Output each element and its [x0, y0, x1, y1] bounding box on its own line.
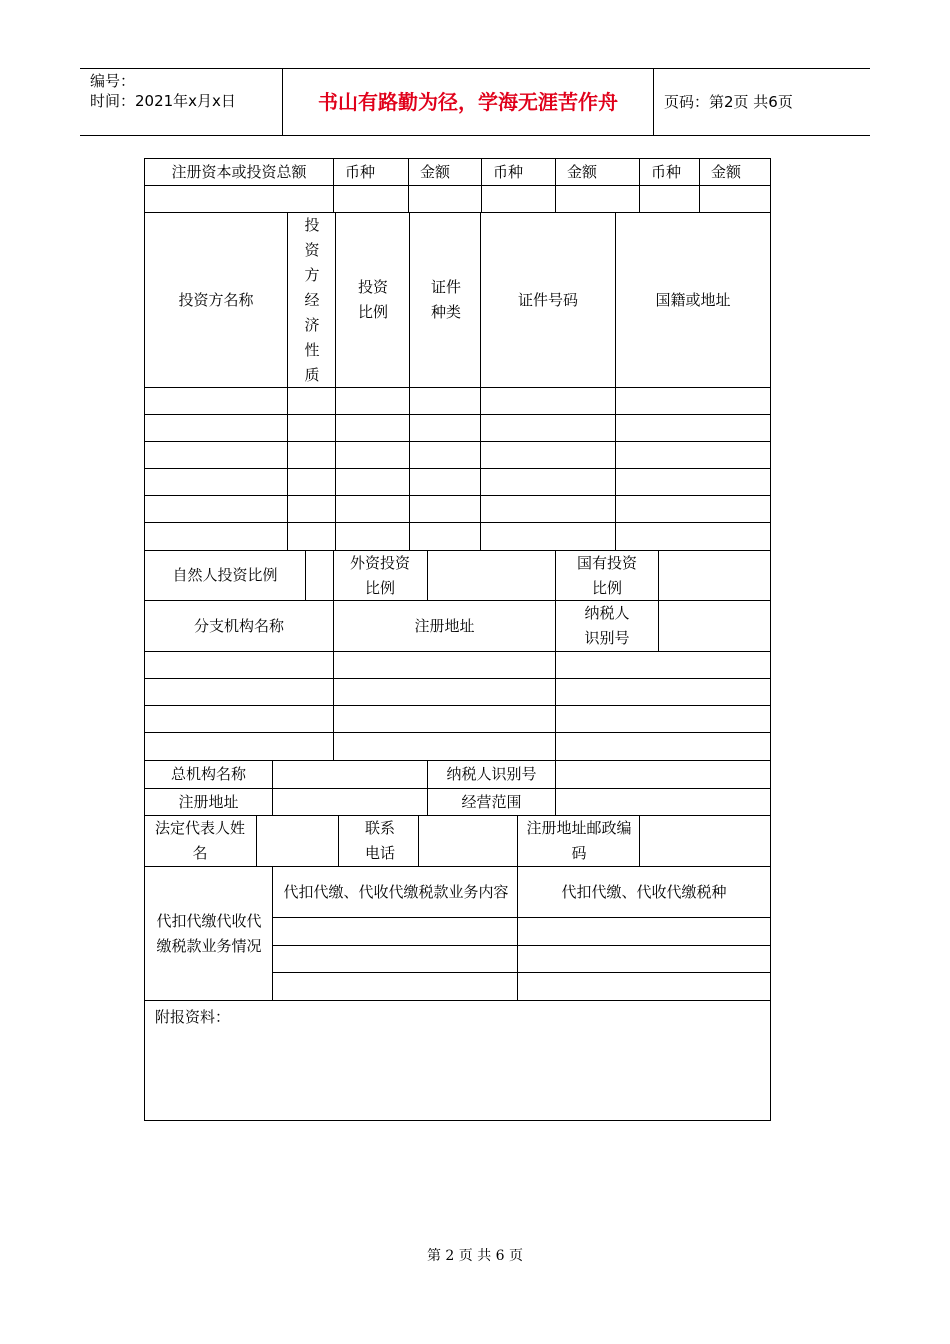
investment-ratio-header: 投资比例	[357, 278, 388, 321]
grid-line	[272, 917, 771, 918]
grid-line	[555, 550, 556, 600]
withholding-situation-label: 代扣代缴代收代缴税款业务情况	[156, 911, 262, 955]
grid-line	[333, 550, 334, 600]
id-number-header: 证件号码	[517, 290, 578, 309]
grid-line	[427, 550, 428, 600]
withholding-tax-type-header: 代扣代缴、代收代缴税种	[561, 882, 727, 901]
grid-line	[555, 760, 556, 815]
grid-line	[144, 732, 771, 733]
grid-line	[658, 550, 659, 600]
branch-name-header: 分支机构名称	[193, 616, 284, 635]
attachments-field[interactable]: 附报资料：	[155, 1008, 231, 1026]
reg-postcode-label: 注册地址邮政编码	[526, 819, 632, 862]
grid-line	[144, 468, 771, 469]
grid-line	[144, 441, 771, 442]
document-time-label: 时间：2021年x月x日	[90, 92, 236, 110]
grid-line	[144, 678, 771, 679]
branch-taxpayer-id-header: 纳税人识别号	[584, 604, 630, 647]
business-scope-label: 经营范围	[461, 792, 522, 811]
nationality-address-header: 国籍或地址	[655, 290, 731, 309]
grid-line	[770, 158, 771, 1121]
grid-line	[144, 387, 771, 388]
currency-header-3: 币种	[650, 162, 681, 181]
natural-person-ratio-label: 自然人投资比例	[172, 566, 278, 584]
registered-address-header: 注册地址	[414, 616, 475, 635]
grid-line	[639, 815, 640, 866]
grid-line	[144, 705, 771, 706]
grid-line	[144, 1120, 771, 1121]
grid-line	[418, 815, 419, 866]
head-office-name-label: 总机构名称	[170, 765, 246, 783]
grid-line	[335, 212, 336, 550]
grid-line	[144, 522, 771, 523]
capital-label: 注册资本或投资总额	[171, 162, 307, 181]
amount-header-3: 金额	[710, 162, 741, 181]
currency-header-1: 币种	[344, 162, 375, 181]
grid-line	[338, 815, 339, 866]
grid-line	[144, 185, 771, 186]
grid-line	[272, 760, 273, 815]
header-page-number: 页码：第2页 共6页	[664, 93, 793, 111]
grid-line	[256, 815, 257, 866]
header-motto: 书山有路勤为径，学海无涯苦作舟	[282, 69, 654, 135]
currency-header-2: 币种	[492, 162, 523, 181]
foreign-ratio-label: 外资投资比例	[349, 553, 410, 597]
grid-line	[272, 945, 771, 946]
amount-header-2: 金额	[566, 162, 597, 181]
investor-name-header: 投资方名称	[178, 290, 254, 309]
grid-line	[272, 866, 273, 1000]
header-meta	[80, 69, 282, 135]
grid-line	[272, 972, 771, 973]
grid-line	[287, 212, 288, 550]
legal-rep-name-label: 法定代表人姓名	[154, 819, 245, 862]
grid-line	[555, 600, 556, 760]
state-ratio-label: 国有投资比例	[576, 553, 637, 597]
grid-line	[144, 495, 771, 496]
grid-line	[144, 651, 771, 652]
page-footer: 第 2 页 共 6 页	[426, 1248, 524, 1264]
investor-nature-header: 投资方经济性质	[304, 215, 320, 384]
id-type-header: 证件种类	[430, 278, 461, 321]
withholding-content-header: 代扣代缴、代收代缴税款业务内容	[283, 882, 509, 901]
page-header	[80, 68, 870, 136]
grid-line	[517, 815, 518, 866]
grid-line	[658, 600, 659, 651]
grid-line	[409, 212, 410, 550]
grid-line	[305, 550, 306, 600]
head-office-address-label: 注册地址	[178, 792, 239, 811]
head-office-taxpayer-id-label: 纳税人识别号	[446, 765, 537, 783]
grid-line	[144, 414, 771, 415]
document-number-label: 编号：	[90, 72, 136, 90]
amount-header-1: 金额	[419, 162, 450, 181]
contact-phone-label: 联系电话	[364, 819, 395, 862]
